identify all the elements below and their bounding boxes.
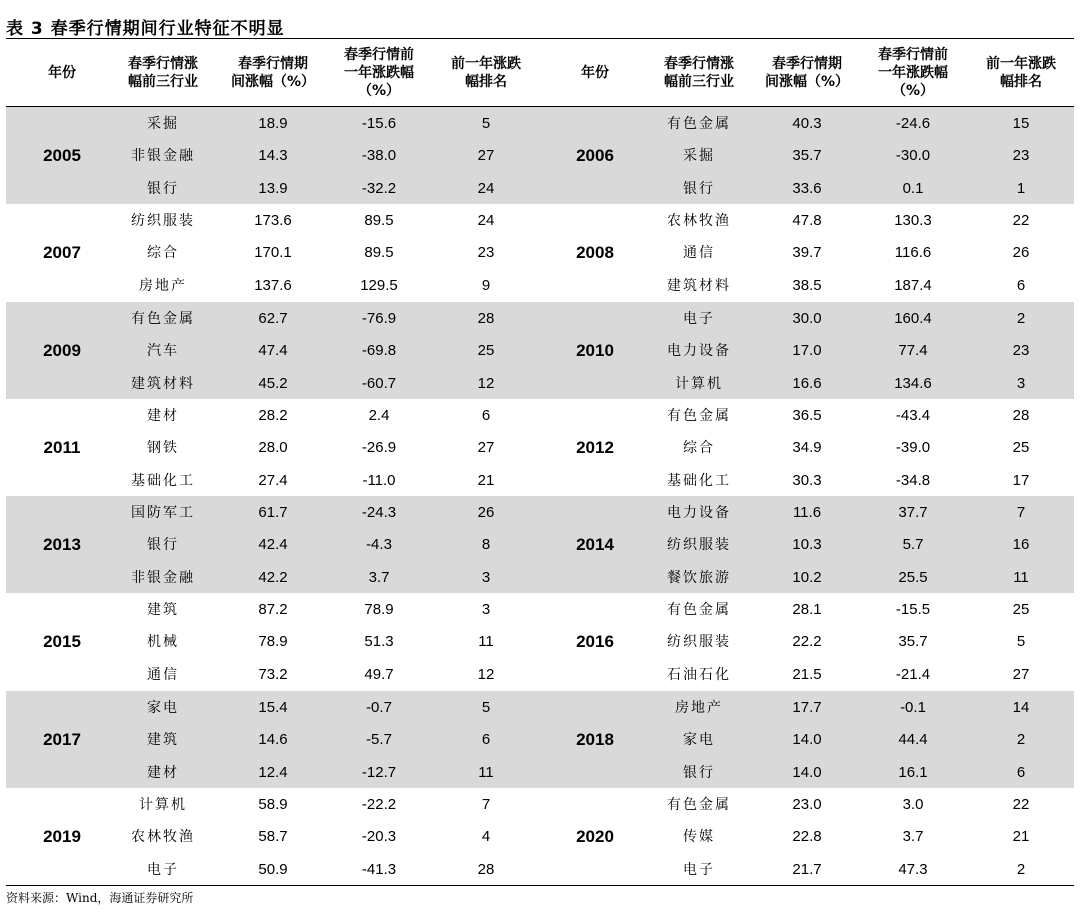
cell-spring-gain: 40.3: [792, 114, 822, 132]
cell-spring-gain: 15.4: [258, 698, 288, 716]
cell-prev-year-change: 78.9: [364, 600, 394, 618]
cell-industry: 石油石化: [667, 667, 731, 683]
cell-industry: 综合: [683, 440, 715, 456]
cell-industry: 有色金属: [131, 311, 195, 327]
cell-spring-gain: 10.3: [792, 535, 822, 553]
cell-industry: 银行: [683, 765, 715, 781]
cell-prev-year-rank: 25: [477, 341, 495, 359]
cell-industry: 机械: [147, 634, 179, 650]
header-year: 年份: [581, 65, 609, 81]
cell-industry: 传媒: [683, 829, 715, 845]
cell-spring-gain: 35.7: [792, 146, 822, 164]
cell-prev-year-change: -15.5: [895, 600, 931, 618]
cell-prev-year-rank: 24: [477, 179, 495, 197]
cell-prev-year-change: 5.7: [902, 535, 924, 553]
cell-prev-year-change: -69.8: [361, 341, 397, 359]
cell-spring-gain: 47.4: [258, 341, 288, 359]
cell-spring-gain: 18.9: [258, 114, 288, 132]
cell-prev-year-change: -39.0: [895, 438, 931, 456]
cell-spring-gain: 14.3: [258, 146, 288, 164]
cell-industry: 有色金属: [667, 116, 731, 132]
cell-spring-gain: 36.5: [792, 406, 822, 424]
year-label: 2019: [43, 826, 81, 846]
cell-industry: 计算机: [139, 797, 187, 813]
header-prev-year-rank: 前一年涨跌 幅排名: [986, 56, 1056, 90]
cell-prev-year-change: 0.1: [902, 179, 924, 197]
top-rule: [6, 38, 1074, 39]
year-label: 2007: [43, 242, 81, 262]
year-label: 2014: [576, 534, 614, 554]
cell-spring-gain: 33.6: [792, 179, 822, 197]
cell-prev-year-rank: 1: [1016, 179, 1026, 197]
cell-industry: 采掘: [147, 116, 179, 132]
cell-prev-year-rank: 11: [478, 632, 494, 650]
cell-spring-gain: 58.7: [258, 827, 288, 845]
cell-spring-gain: 137.6: [254, 276, 292, 294]
cell-prev-year-rank: 3: [1016, 374, 1026, 392]
cell-spring-gain: 13.9: [258, 179, 288, 197]
year-label: 2009: [43, 340, 81, 360]
cell-spring-gain: 14.0: [792, 730, 822, 748]
cell-spring-gain: 28.2: [258, 406, 288, 424]
cell-prev-year-rank: 16: [1012, 535, 1030, 553]
cell-prev-year-change: -60.7: [361, 374, 397, 392]
cell-prev-year-rank: 22: [1012, 211, 1030, 229]
cell-prev-year-rank: 27: [1012, 665, 1030, 683]
cell-prev-year-rank: 25: [1012, 600, 1030, 618]
cell-industry: 有色金属: [667, 797, 731, 813]
cell-spring-gain: 30.0: [792, 309, 822, 327]
cell-spring-gain: 61.7: [258, 503, 288, 521]
header-prev-year-rank: 前一年涨跌 幅排名: [451, 56, 521, 90]
cell-prev-year-change: 25.5: [898, 568, 928, 586]
cell-spring-gain: 22.8: [792, 827, 822, 845]
cell-prev-year-change: -5.7: [366, 730, 392, 748]
cell-industry: 家电: [147, 700, 179, 716]
cell-spring-gain: 45.2: [258, 374, 288, 392]
cell-spring-gain: 17.7: [792, 698, 822, 716]
cell-industry: 建筑材料: [131, 376, 195, 392]
cell-prev-year-rank: 2: [1016, 309, 1026, 327]
cell-spring-gain: 39.7: [792, 243, 822, 261]
cell-spring-gain: 62.7: [258, 309, 288, 327]
cell-prev-year-rank: 27: [477, 438, 495, 456]
cell-prev-year-change: -11.0: [362, 471, 396, 489]
cell-industry: 建材: [147, 765, 179, 781]
year-label: 2017: [43, 729, 81, 749]
cell-prev-year-rank: 25: [1012, 438, 1030, 456]
cell-prev-year-rank: 5: [481, 114, 491, 132]
header-spring-gain: 春季行情期 间涨幅（%）: [764, 56, 850, 90]
year-label: 2006: [576, 145, 614, 165]
cell-prev-year-rank: 3: [481, 600, 491, 618]
cell-spring-gain: 27.4: [258, 471, 288, 489]
cell-industry: 农林牧渔: [667, 213, 731, 229]
cell-industry: 非银金融: [131, 148, 195, 164]
cell-prev-year-rank: 12: [477, 665, 495, 683]
cell-spring-gain: 14.0: [792, 763, 822, 781]
cell-spring-gain: 73.2: [258, 665, 288, 683]
header-year: 年份: [48, 65, 76, 81]
cell-spring-gain: 34.9: [792, 438, 822, 456]
cell-spring-gain: 22.2: [792, 632, 822, 650]
year-label: 2008: [576, 242, 614, 262]
cell-prev-year-change: -22.2: [361, 795, 397, 813]
cell-spring-gain: 50.9: [258, 860, 288, 878]
cell-spring-gain: 42.4: [258, 535, 288, 553]
cell-prev-year-rank: 5: [1016, 632, 1026, 650]
cell-prev-year-change: 47.3: [898, 860, 928, 878]
cell-prev-year-change: 3.0: [902, 795, 924, 813]
year-label: 2012: [576, 437, 614, 457]
year-label: 2018: [576, 729, 614, 749]
cell-prev-year-rank: 4: [481, 827, 491, 845]
cell-spring-gain: 42.2: [258, 568, 288, 586]
cell-prev-year-change: 2.4: [368, 406, 390, 424]
cell-prev-year-rank: 23: [477, 243, 495, 261]
cell-prev-year-change: -76.9: [361, 309, 397, 327]
cell-spring-gain: 173.6: [254, 211, 292, 229]
header-top-industries: 春季行情涨 幅前三行业: [664, 56, 734, 90]
cell-spring-gain: 28.1: [792, 600, 822, 618]
cell-spring-gain: 58.9: [258, 795, 288, 813]
cell-industry: 房地产: [139, 278, 187, 294]
cell-industry: 农林牧渔: [131, 829, 195, 845]
cell-industry: 建筑材料: [667, 278, 731, 294]
cell-spring-gain: 11.6: [792, 503, 822, 521]
cell-prev-year-rank: 9: [481, 276, 491, 294]
cell-prev-year-rank: 8: [481, 535, 491, 553]
cell-industry: 电子: [683, 311, 715, 327]
cell-industry: 纺织服装: [131, 213, 195, 229]
cell-industry: 餐饮旅游: [667, 570, 731, 586]
cell-spring-gain: 78.9: [258, 632, 288, 650]
cell-spring-gain: 21.5: [792, 665, 822, 683]
cell-industry: 汽车: [147, 343, 179, 359]
cell-industry: 通信: [683, 245, 715, 261]
source-note: 资料来源：Wind，海通证券研究所: [6, 891, 194, 905]
cell-prev-year-rank: 3: [481, 568, 491, 586]
cell-prev-year-rank: 5: [481, 698, 491, 716]
cell-industry: 纺织服装: [667, 537, 731, 553]
cell-prev-year-rank: 6: [481, 406, 491, 424]
cell-industry: 电子: [683, 862, 715, 878]
year-label: 2015: [43, 631, 81, 651]
cell-industry: 银行: [147, 537, 179, 553]
year-label: 2013: [43, 534, 81, 554]
cell-prev-year-change: 160.4: [894, 309, 932, 327]
cell-prev-year-rank: 26: [1012, 243, 1030, 261]
cell-prev-year-change: -12.7: [361, 763, 397, 781]
cell-prev-year-change: 37.7: [898, 503, 928, 521]
cell-prev-year-rank: 6: [481, 730, 491, 748]
cell-prev-year-change: 44.4: [898, 730, 928, 748]
cell-spring-gain: 170.1: [254, 243, 292, 261]
cell-prev-year-change: 130.3: [894, 211, 932, 229]
cell-spring-gain: 30.3: [792, 471, 822, 489]
cell-prev-year-change: -24.3: [361, 503, 397, 521]
cell-prev-year-change: -32.2: [361, 179, 397, 197]
cell-prev-year-change: -24.6: [895, 114, 931, 132]
cell-spring-gain: 14.6: [258, 730, 288, 748]
cell-prev-year-change: -26.9: [361, 438, 397, 456]
cell-prev-year-change: -0.1: [900, 698, 926, 716]
cell-prev-year-change: -4.3: [366, 535, 392, 553]
cell-prev-year-rank: 28: [1012, 406, 1030, 424]
header-prev-year-change: 春季行情前 一年涨跌幅 （%）: [344, 47, 414, 99]
cell-prev-year-change: 116.6: [894, 243, 932, 261]
cell-prev-year-change: -34.8: [895, 471, 931, 489]
cell-industry: 建筑: [147, 602, 179, 618]
cell-prev-year-change: -20.3: [361, 827, 397, 845]
cell-industry: 基础化工: [131, 473, 195, 489]
cell-industry: 有色金属: [667, 602, 731, 618]
cell-industry: 建筑: [147, 732, 179, 748]
cell-prev-year-change: -30.0: [895, 146, 931, 164]
cell-prev-year-change: 35.7: [898, 632, 928, 650]
cell-spring-gain: 87.2: [258, 600, 288, 618]
cell-prev-year-change: -0.7: [366, 698, 392, 716]
cell-industry: 通信: [147, 667, 179, 683]
cell-prev-year-rank: 23: [1012, 146, 1030, 164]
year-label: 2010: [576, 340, 614, 360]
cell-industry: 计算机: [675, 376, 723, 392]
cell-industry: 基础化工: [667, 473, 731, 489]
cell-spring-gain: 21.7: [792, 860, 822, 878]
cell-industry: 有色金属: [667, 408, 731, 424]
cell-prev-year-rank: 17: [1012, 471, 1030, 489]
cell-prev-year-rank: 14: [1012, 698, 1030, 716]
cell-prev-year-rank: 28: [477, 860, 495, 878]
header-top-industries: 春季行情涨 幅前三行业: [128, 56, 198, 90]
cell-prev-year-rank: 7: [481, 795, 491, 813]
cell-prev-year-change: 16.1: [898, 763, 928, 781]
cell-prev-year-rank: 26: [477, 503, 495, 521]
cell-prev-year-change: -41.3: [361, 860, 397, 878]
cell-prev-year-change: 51.3: [364, 632, 394, 650]
cell-prev-year-rank: 7: [1016, 503, 1026, 521]
cell-industry: 纺织服装: [667, 634, 731, 650]
cell-prev-year-change: -43.4: [895, 406, 931, 424]
cell-spring-gain: 28.0: [258, 438, 288, 456]
header-spring-gain: 春季行情期 间涨幅（%）: [230, 56, 316, 90]
cell-prev-year-change: 3.7: [902, 827, 924, 845]
cell-prev-year-change: -21.4: [895, 665, 931, 683]
cell-prev-year-rank: 23: [1012, 341, 1030, 359]
cell-prev-year-change: 77.4: [898, 341, 928, 359]
cell-prev-year-change: -15.6: [361, 114, 397, 132]
cell-industry: 非银金融: [131, 570, 195, 586]
cell-industry: 银行: [683, 181, 715, 197]
year-label: 2020: [576, 826, 614, 846]
cell-prev-year-rank: 6: [1016, 276, 1026, 294]
cell-prev-year-change: 134.6: [894, 374, 932, 392]
year-label: 2005: [43, 145, 81, 165]
cell-industry: 钢铁: [147, 440, 179, 456]
cell-industry: 电子: [147, 862, 179, 878]
cell-prev-year-change: -38.0: [361, 146, 397, 164]
cell-prev-year-rank: 22: [1012, 795, 1030, 813]
cell-prev-year-change: 89.5: [364, 243, 394, 261]
cell-prev-year-change: 187.4: [894, 276, 932, 294]
cell-prev-year-change: 3.7: [368, 568, 390, 586]
cell-prev-year-rank: 24: [477, 211, 495, 229]
cell-prev-year-rank: 11: [478, 763, 494, 781]
cell-industry: 综合: [147, 245, 179, 261]
header-prev-year-change: 春季行情前 一年涨跌幅 （%）: [878, 47, 948, 99]
cell-prev-year-rank: 21: [477, 471, 495, 489]
cell-industry: 建材: [147, 408, 179, 424]
cell-prev-year-change: 129.5: [360, 276, 398, 294]
cell-prev-year-rank: 12: [477, 374, 495, 392]
cell-prev-year-rank: 2: [1016, 860, 1026, 878]
cell-industry: 国防军工: [131, 505, 195, 521]
cell-prev-year-rank: 11: [1013, 568, 1029, 586]
cell-industry: 家电: [683, 732, 715, 748]
cell-prev-year-change: 49.7: [364, 665, 394, 683]
cell-industry: 电力设备: [667, 343, 731, 359]
cell-prev-year-change: 89.5: [364, 211, 394, 229]
cell-industry: 采掘: [683, 148, 715, 164]
cell-prev-year-rank: 27: [477, 146, 495, 164]
cell-prev-year-rank: 28: [477, 309, 495, 327]
table-title: 表 3 春季行情期间行业特征不明显: [6, 19, 285, 39]
cell-industry: 房地产: [675, 700, 723, 716]
year-label: 2011: [43, 437, 81, 457]
cell-industry: 电力设备: [667, 505, 731, 521]
cell-prev-year-rank: 6: [1016, 763, 1026, 781]
cell-spring-gain: 10.2: [792, 568, 822, 586]
cell-prev-year-rank: 15: [1012, 114, 1030, 132]
cell-spring-gain: 23.0: [792, 795, 822, 813]
cell-spring-gain: 16.6: [792, 374, 822, 392]
cell-industry: 银行: [147, 181, 179, 197]
cell-prev-year-rank: 2: [1016, 730, 1026, 748]
cell-spring-gain: 47.8: [792, 211, 822, 229]
cell-spring-gain: 17.0: [792, 341, 822, 359]
cell-spring-gain: 38.5: [792, 276, 822, 294]
year-label: 2016: [576, 631, 614, 651]
cell-spring-gain: 12.4: [258, 763, 288, 781]
cell-prev-year-rank: 21: [1012, 827, 1030, 845]
bottom-rule: [6, 885, 1074, 886]
